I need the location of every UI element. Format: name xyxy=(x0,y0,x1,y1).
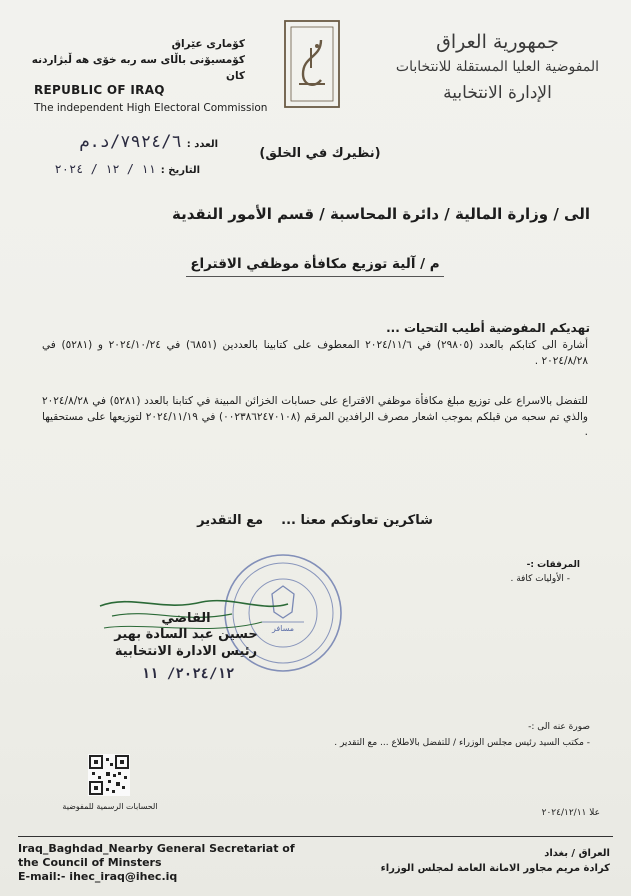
kurdish-line2: کۆمسیۆنی باڵای سه ربه خۆی هه ڵبژاردنه کان xyxy=(31,54,245,82)
arabic-header xyxy=(385,30,610,106)
arabic-commission: المفوضية العليا المستقلة للانتخابات xyxy=(395,59,600,75)
arabic-country: جمهورية العراق xyxy=(436,31,559,53)
attachments-item: - الأوليات كافة . xyxy=(510,574,570,584)
signature-block xyxy=(96,611,276,660)
footer-separator xyxy=(18,836,613,837)
paragraph-request: للتفضل بالاسراع على توزيع مبلغ مكافأة موظفي الاقتراع على حسابات الخزائن المبينة في كتابنا بالعدد (٥٢٨١) في ٢٠٢٤/٨/٢٨ والذي تم سحبه من قبلكم بموجب اشعار مصرف الرافدين المرقم (٠٠٢٣٨٦٢٤٧٠١٠٨) في ٢٠٢٤/١١/١٩ لتوزيعها على مستحقيها . xyxy=(42,395,589,438)
kurdish-header xyxy=(30,36,245,84)
subject-line: م / آلية توزيع مكافأة موظفي الاقتراع xyxy=(190,256,440,272)
date-value: ١١ / ١٢ / ٢٠٢٤ xyxy=(54,162,156,176)
signer-position: رئيس الادارة الانتخابية xyxy=(114,644,258,659)
stamp-center-text: مسافر xyxy=(271,624,295,633)
footer-arabic xyxy=(370,846,610,876)
footer-address-line2: the Council of Minsters xyxy=(18,856,162,869)
document-code: علا ٢٠٢٤/١٢/١١ xyxy=(541,808,600,818)
footer-email: E-mail:- ihec_iraq@ihec.iq xyxy=(18,870,178,883)
reference-number xyxy=(18,132,218,152)
date-label: التاريخ : xyxy=(160,165,200,176)
english-commission: The independent High Electoral Commission xyxy=(34,102,268,114)
copy-to-label: صورة عنه الى :- xyxy=(528,722,590,732)
footer-english xyxy=(18,842,358,884)
recipient-line: الى / وزارة المالية / دائرة المحاسبة / قسم الأمور النقدية xyxy=(172,205,590,223)
attachments-label: المرفقات :- xyxy=(526,560,580,570)
arabic-department: الإدارة الانتخابية xyxy=(443,83,552,103)
official-accounts-label: الحسابات الرسمية للمفوضية xyxy=(62,802,158,811)
footer-arabic-line1: العراق / بغداد xyxy=(544,848,610,859)
signer-name: حسين عبد السادة بهير xyxy=(114,627,258,642)
copy-to-line: - مكتب السيد رئيس مجلس الوزراء / للتفضل بالاطلاع ... مع التقدير . xyxy=(334,738,590,748)
motto: (نظيرك في الخلق) xyxy=(259,146,381,161)
footer-address-line1: Iraq_Baghdad_Nearby General Secretariat of xyxy=(18,842,295,855)
ref-number-label: العدد : xyxy=(186,139,218,150)
letter-date xyxy=(20,158,200,177)
greeting: تهديكم المفوضية أطيب التحيات ... xyxy=(386,321,590,335)
footer-arabic-line2: كرادة مريم مجاور الامانة العامة لمجلس الوزراء xyxy=(380,863,610,874)
closing-thanks: شاكرين تعاونكم معنا ... مع التقدير xyxy=(197,513,433,528)
signature-date: ٢٠٢٤/١٢/ ١١ xyxy=(141,666,235,682)
commission-logo xyxy=(281,18,343,110)
qr-code xyxy=(88,754,130,796)
english-country: REPUBLIC OF IRAQ xyxy=(34,83,165,97)
paragraph-reference: أشارة الى كتابكم بالعدد (٢٩٨٠٥) في ٢٠٢٤/١١/٦ المعطوف على كتابينا بالعددين (٦٨٥١) في ٢٠٢٤/١٠/٢٤ و (٥٢٨١) في ٢٠٢٤/٨/٢٨ . xyxy=(42,339,589,367)
kurdish-line1: کۆماری عێراق xyxy=(171,38,245,50)
signer-title: القاضي xyxy=(161,611,211,626)
subject-underline xyxy=(186,276,444,277)
ref-number-value: ٧٩٢٤/٦/د.م xyxy=(79,132,182,152)
